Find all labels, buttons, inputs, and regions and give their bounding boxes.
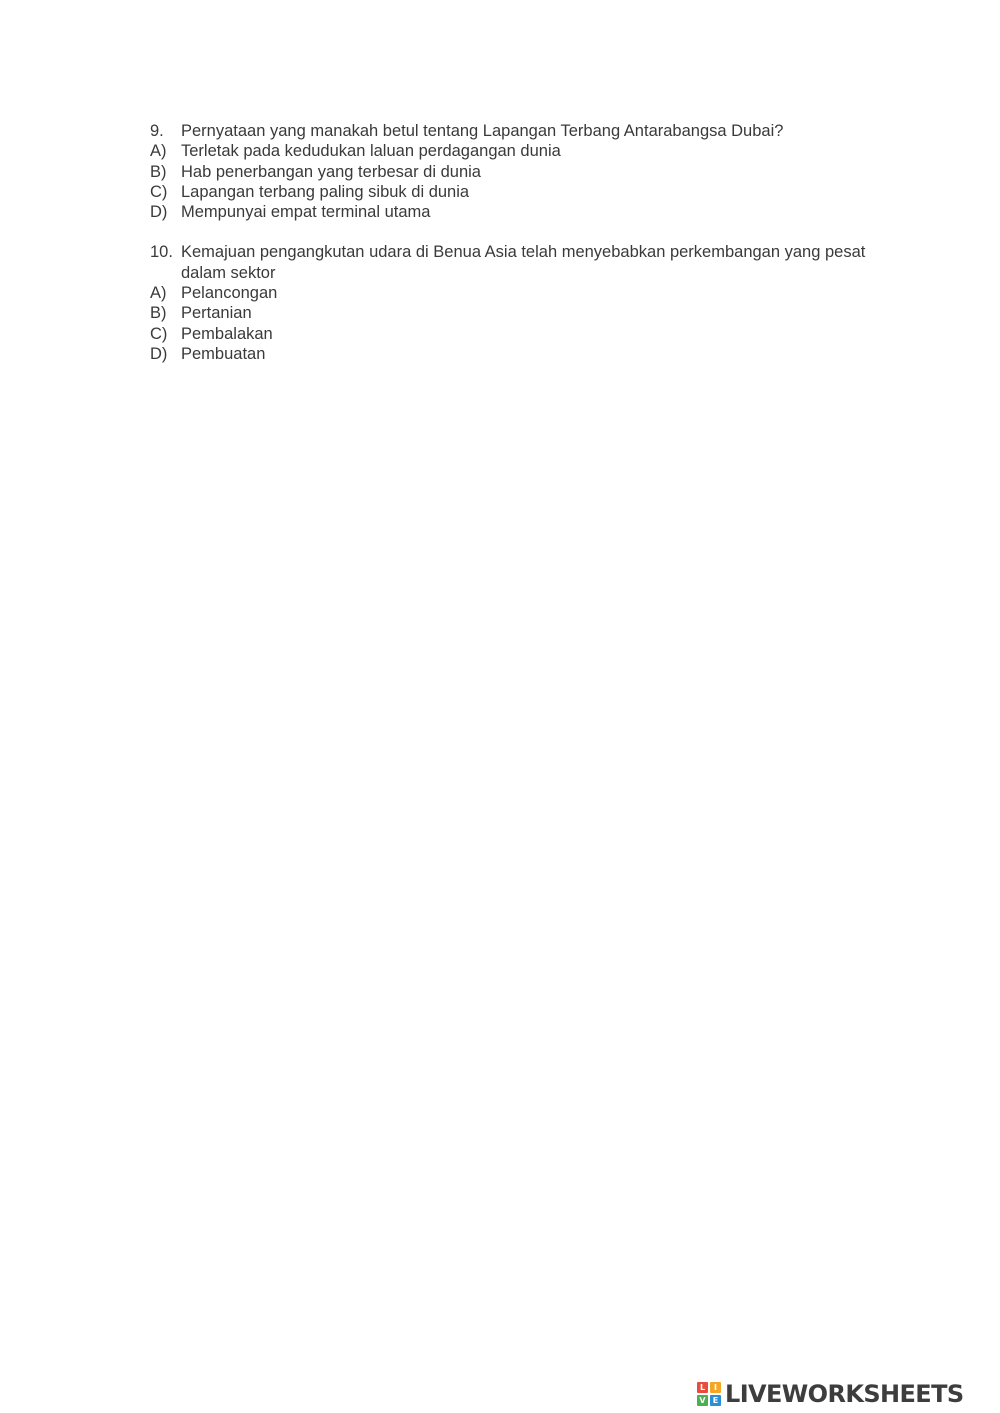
question-10 [150,242,880,364]
option-b[interactable] [150,303,880,323]
logo-cell: E [710,1395,721,1406]
option-a[interactable] [150,141,880,161]
option-c[interactable] [150,324,880,344]
option-a[interactable] [150,283,880,303]
option-text: Pelancongan [181,284,278,303]
option-text: Terletak pada kedudukan laluan perdagangan dunia [181,142,561,161]
brand-name: LIVEWORKSHEETS [725,1380,964,1408]
option-d[interactable] [150,202,880,222]
question-stem [150,121,880,141]
question-text: Pernyataan yang manakah betul tentang Lapangan Terbang Antarabangsa Dubai? [181,122,784,140]
option-d[interactable] [150,344,880,364]
worksheet [150,121,880,384]
option-b[interactable] [150,162,880,182]
question-number: 10. [150,243,173,262]
logo-grid-icon [697,1382,721,1406]
option-text: Lapangan terbang paling sibuk di dunia [181,182,470,201]
option-label: C) [150,182,168,201]
question-number: 9. [150,122,164,140]
question-text: Kemajuan pengangkutan udara di Benua Asia telah menyebabkan perkembangan yang pesat dalam sektor [181,243,866,282]
logo-cell: I [710,1382,721,1393]
logo-cell: L [697,1382,708,1393]
option-text: Pembuatan [181,344,266,363]
option-text: Mempunyai empat terminal utama [181,203,431,222]
option-label: A) [150,142,167,161]
option-text: Pembalakan [181,324,273,343]
option-label: D) [150,203,168,222]
option-label: C) [150,324,168,343]
option-label: D) [150,344,168,363]
option-text: Pertanian [181,304,252,323]
logo-cell: V [697,1395,708,1406]
liveworksheets-logo [697,1378,964,1410]
question-stem [150,242,880,283]
option-label: B) [150,162,167,181]
option-label: A) [150,284,167,303]
option-text: Hab penerbangan yang terbesar di dunia [181,162,481,181]
question-9 [150,121,880,222]
option-label: B) [150,304,167,323]
option-c[interactable] [150,182,880,202]
